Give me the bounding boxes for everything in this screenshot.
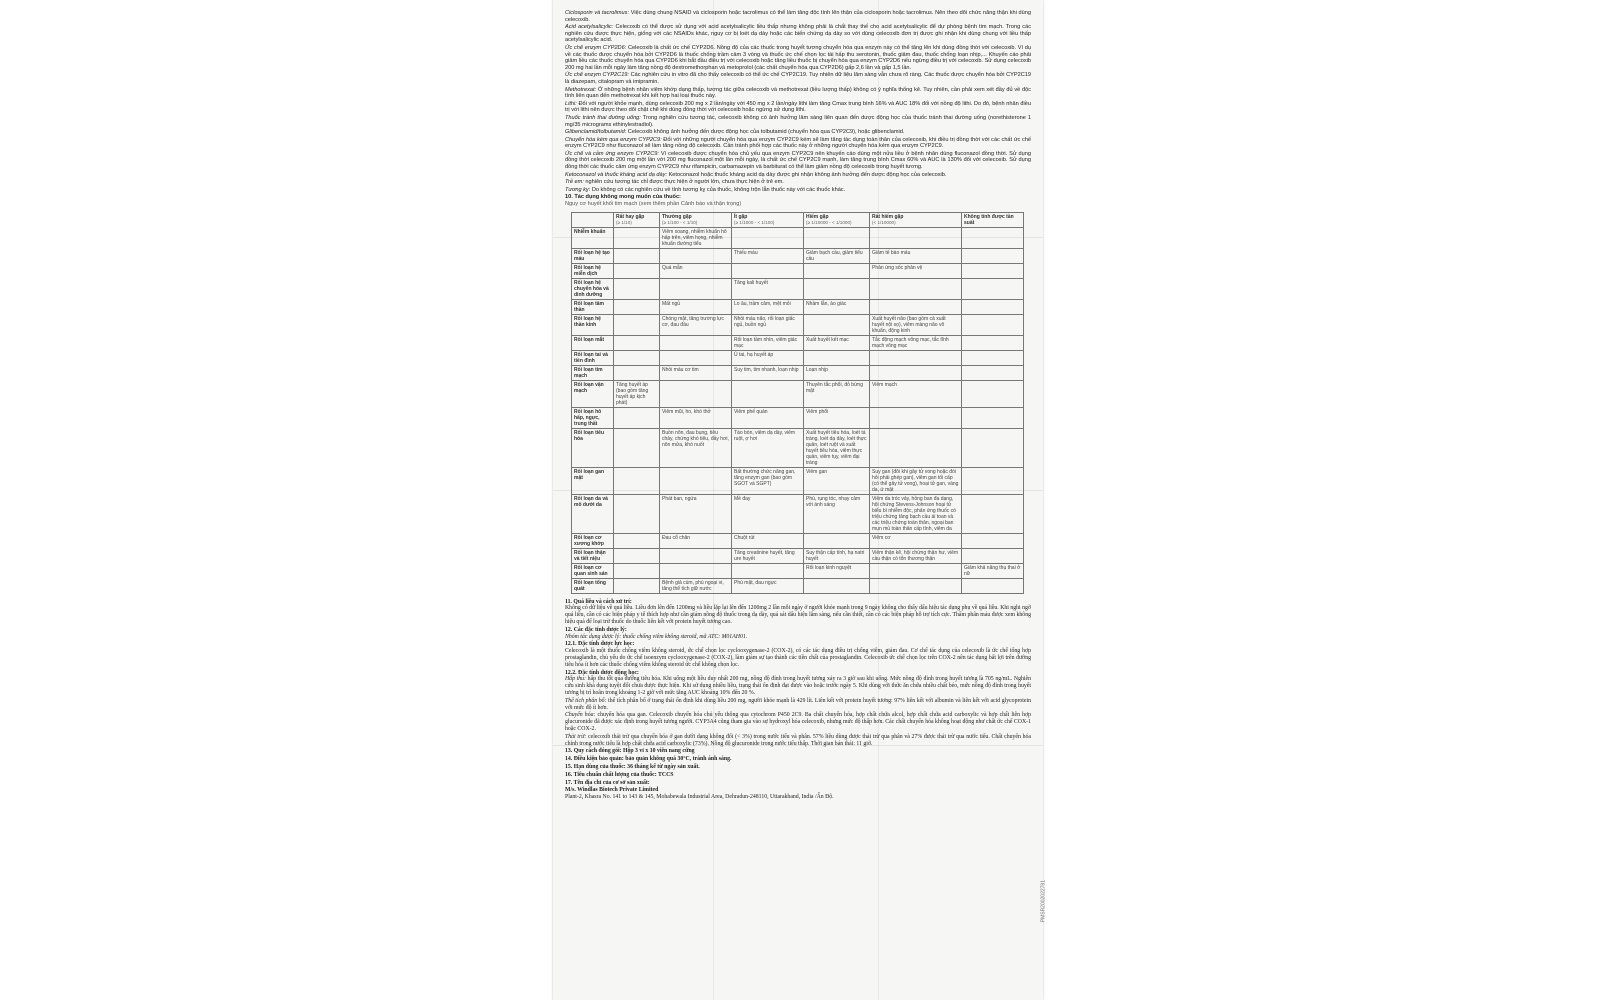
organ-system-cell: Rối loạn tim mạch	[572, 365, 614, 380]
interaction-paragraph-text: Đối với những người chuyển hóa qua enzym CYP2C9 kém sẽ làm tăng tác dụng toàn thân của celecoxib, khi điều trị đồng thời với các chất ức chế enzym CYP2C9 như fluconazol sẽ làm tăng nồng độ celecoxib. Cần tránh phối hợp các thuốc này ở những người chuyển hóa kém qua enzym CYP2C9.	[565, 136, 1031, 150]
table-cell	[804, 578, 870, 593]
pharmacodynamics-title: 12.1. Đặc tính dược lực học:	[565, 641, 635, 648]
table-cell	[660, 467, 732, 494]
interaction-paragraph-lead: Methotrexat:	[565, 86, 597, 93]
interaction-paragraph-text: Celecoxib không ảnh hưởng đến dược động học của tolbutamid (chuyển hóa qua CYP2C9), hoặc glibenclamid.	[626, 129, 905, 136]
adverse-effects-table	[571, 212, 1024, 594]
organ-system-cell: Rối loạn hô hấp, ngực, trung thất	[572, 407, 614, 428]
interaction-paragraph-lead: Ức chế enzym CYP2D6:	[565, 44, 627, 51]
table-cell	[962, 278, 1024, 299]
table-cell	[614, 428, 660, 467]
interaction-paragraph	[565, 187, 1031, 194]
organ-system-cell: Rối loạn tai và tiền đình	[572, 350, 614, 365]
interaction-paragraph-lead: Ức chế và cảm ứng enzym CYP2C9:	[565, 150, 659, 157]
interaction-paragraph	[565, 115, 1031, 128]
table-cell: Buồn nôn, đau bụng, tiêu chảy, chứng khó tiêu, đầy hơi, nôn mửa, khó nuốt	[660, 428, 732, 467]
pk-paragraph-lead: Thể tích phân bố:	[565, 697, 607, 704]
interaction-paragraph-text: Đối với người khỏe mạnh, dùng celecoxib 200 mg x 2 lần/ngày với 450 mg x 2 lần/ngày lithi làm tăng Cmax trung bình 16% và AUC 18% đối với nồng độ lithi. Do đó, bệnh nhân điều trị với lithi nên được theo dõi chặt chẽ khi dùng đồng thời với celecoxib hoặc ngừng sử dụng lithi.	[565, 100, 1031, 114]
table-cell	[732, 380, 804, 407]
table-cell	[962, 263, 1024, 278]
organ-system-cell: Rối loạn mắt	[572, 335, 614, 350]
table-cell: Phù, rụng tóc, nhạy cảm với ánh sáng	[804, 494, 870, 533]
organ-system-cell: Rối loạn vận mạch	[572, 380, 614, 407]
table-header-row	[572, 212, 1024, 227]
table-cell: Táo bón, viêm dạ dày, viêm ruột, ợ hơi	[732, 428, 804, 467]
section-16: 16. Tiêu chuẩn chất lượng của thuốc: TCCS	[565, 771, 674, 778]
table-cell	[870, 278, 962, 299]
header-frequency: (≥ 1/10)	[616, 219, 632, 225]
table-cell	[962, 548, 1024, 563]
table-cell	[614, 278, 660, 299]
table-cell: Thiếu máu	[732, 248, 804, 263]
table-cell: Rối loạn kinh nguyệt	[804, 563, 870, 578]
table-cell: Nhồi máu não, rối loạn giấc ngủ, buồn ngủ	[732, 314, 804, 335]
table-cell: Quá mẫn	[660, 263, 732, 278]
interaction-paragraph-text: Celecoxib có thể được sử dụng với acid acetylsalicylic liều thấp nhưng không phải là chất thay thế cho acid acetylsalicylic để dự phòng bệnh tim mạch. Trong các nghiên cứu được thực hiện, giống với các NSAIDs khác, nguy cơ bị loét dạ dày hoặc các biến chứng dạ dày so với dùng celecoxib đơn trị được ghi nhận khi dùng chung với liều thấp acetylsalicylic acid.	[565, 24, 1031, 44]
pharmacokinetics-items	[565, 676, 1031, 747]
section-10-subtitle: Nguy cơ huyết khối tim mạch (xem thêm phần Cảnh báo và thận trọng)	[565, 201, 742, 208]
section-15: 15. Hạn dùng của thuốc: 36 tháng kể từ ngày sản xuất.	[565, 763, 700, 770]
table-cell: Xuất huyết tiêu hóa, loét tá tràng, loét dạ dày, loét thực quản, loét ruột và xuất huyết tiêu hóa, viêm thực quản, viêm tụy, viêm đại tràng	[804, 428, 870, 467]
header-label: Rất hiếm gặp	[872, 213, 904, 220]
interaction-paragraph-lead: Glibenclamid/tolbutamid:	[565, 129, 627, 136]
pk-paragraph-lead: Hấp thu:	[565, 676, 586, 683]
interaction-paragraph	[565, 151, 1031, 171]
table-cell	[614, 248, 660, 263]
table-cell	[804, 278, 870, 299]
table-cell	[732, 227, 804, 248]
table-row	[572, 380, 1024, 407]
organ-system-cell: Rối loạn hệ chuyển hóa và dinh dưỡng	[572, 278, 614, 299]
organ-system-cell: Rối loạn tiêu hóa	[572, 428, 614, 467]
table-cell	[660, 335, 732, 350]
table-cell	[870, 428, 962, 467]
table-cell	[870, 227, 962, 248]
table-cell: Phát ban, ngứa	[660, 494, 732, 533]
table-row	[572, 533, 1024, 548]
table-cell	[614, 467, 660, 494]
table-row	[572, 314, 1024, 335]
manufacturer-address: Plant-2, Khasra No. 141 to 143 & 145, Mohabewala Industrial Area, Dehradun-248110, Uttarakhand, India /Ấn Độ.	[565, 794, 834, 801]
table-row	[572, 428, 1024, 467]
organ-system-cell: Rối loạn tổng quát	[572, 578, 614, 593]
table-cell: Đau cổ chân	[660, 533, 732, 548]
leaflet-scan	[553, 0, 1046, 1000]
table-cell: Viêm phổi	[804, 407, 870, 428]
pk-paragraph-lead: Thải trừ:	[565, 733, 587, 740]
table-row	[572, 548, 1024, 563]
table-cell: Bất thường chức năng gan, tăng enzym gan (bao gồm SGOT và SGPT)	[732, 467, 804, 494]
section-17-title: 17. Tên địa chỉ của cơ sở sản xuất:	[565, 779, 650, 786]
table-row	[572, 563, 1024, 578]
table-row	[572, 248, 1024, 263]
table-cell	[614, 533, 660, 548]
pk-paragraph-text: hấp thu tốt qua đường tiêu hóa. Khi uống một liều duy nhất 200 mg, nồng độ đỉnh trong huyết tương xảy ra 3 giờ sau khi uống. Mức nồng độ đỉnh trong huyết tương là 705 ng/mL. Nghiên cứu sinh khả dụng tuyệt đối chưa được thực hiện. Khi sử dụng nhiều liều, trạng thái ổn định đạt được vào hoặc trước ngày 5. Khi dùng với thức ăn chứa nhiều chất béo, mức nồng độ đỉnh trong huyết tương bị trì hoãn trong khoảng 1-2 giờ với mức tăng AUC khoảng 10% đến 20 %.	[565, 676, 1031, 696]
table-row	[572, 278, 1024, 299]
manufacturer-name: M/s. Windlas Biotech Private Limited	[565, 787, 659, 794]
table-cell	[962, 227, 1024, 248]
interaction-paragraph	[565, 129, 1031, 136]
table-header-cell	[614, 212, 660, 227]
organ-system-cell: Rối loạn cơ xương khớp	[572, 533, 614, 548]
organ-system-cell: Rối loạn thận và tiết niệu	[572, 548, 614, 563]
table-cell	[962, 350, 1024, 365]
table-cell: Suy thận cấp tính, hạ natri huyết	[804, 548, 870, 563]
interaction-paragraph-text: nghiên cứu tương tác chỉ được thực hiện ở người lớn, chưa thực hiện ở trẻ em.	[583, 179, 784, 186]
table-cell	[732, 563, 804, 578]
table-cell	[962, 365, 1024, 380]
table-cell	[614, 350, 660, 365]
table-cell	[962, 248, 1024, 263]
side-code: PMSR2002022791	[1040, 880, 1046, 923]
table-cell	[614, 578, 660, 593]
table-cell	[614, 563, 660, 578]
table-cell	[870, 563, 962, 578]
interaction-paragraph	[565, 10, 1031, 23]
table-header-cell	[660, 212, 732, 227]
table-row	[572, 494, 1024, 533]
interaction-paragraph-lead: Chuyển hóa kém qua enzym CYP2C9:	[565, 136, 662, 143]
interaction-paragraph-lead: Lithi:	[565, 100, 577, 107]
table-cell: Bệnh giả cúm, phù ngoại vi, tăng thể tích giữ nước	[660, 578, 732, 593]
organ-system-cell: Rối loạn gan mật	[572, 467, 614, 494]
table-cell	[660, 350, 732, 365]
header-frequency: (< 1/10000)	[872, 219, 896, 225]
section-13: 13. Quy cách đóng gói: Hộp 3 vỉ x 10 viên nang cứng	[565, 748, 695, 755]
table-cell: Mất ngủ	[660, 299, 732, 314]
table-cell	[804, 314, 870, 335]
pk-paragraph	[565, 676, 1031, 696]
pharmacokinetics-title: 12.2. Đặc tính dược động học:	[565, 669, 639, 676]
interaction-paragraph	[565, 72, 1031, 85]
section-10-title: 10. Tác dụng không mong muốn của thuốc:	[565, 194, 681, 201]
table-cell	[614, 299, 660, 314]
table-cell	[660, 248, 732, 263]
organ-system-cell: Rối loạn hệ thần kinh	[572, 314, 614, 335]
table-cell	[962, 467, 1024, 494]
interaction-paragraph-lead: Thuốc tránh thai đường uống:	[565, 114, 641, 121]
table-cell	[804, 227, 870, 248]
interaction-paragraph-lead: Ciclosporin và tacrolimus:	[565, 10, 630, 16]
table-row	[572, 407, 1024, 428]
header-label: Rất hay gặp	[616, 213, 645, 220]
table-row	[572, 365, 1024, 380]
table-row	[572, 335, 1024, 350]
interaction-paragraph-text: Vì celecoxib được chuyển hóa chủ yếu qua enzym CYP2C9 nên khuyến cáo dùng một nửa liều ở bệnh nhân dùng fluconazol đồng thời. Sử dụng đồng thời celecoxib 200 mg một lần với 200 mg fluconazol một lần mỗi ngày, là chất ức chế CYP2C9 mạnh, làm tăng trung bình Cmax 60% và AUC là 130% đối với celecoxib. Sử dụng đồng thời các thuốc cảm ứng enzym CYP2C9 như rifampicin, carbamazepin và barbiturat có thể làm giảm nồng độ celecoxib trong huyết tương.	[565, 150, 1031, 171]
pk-paragraph	[565, 698, 1031, 712]
interaction-paragraph-text: Trong nghiên cứu tương tác, celecoxib không có ảnh hưởng lâm sàng liên quan đến dược động học của thuốc tránh thai đường uống (norethisterone 1 mg/35 micrograms ethinylestradiol).	[565, 114, 1031, 128]
table-header-cell	[804, 212, 870, 227]
header-label: Hiếm gặp	[806, 213, 829, 220]
table-cell	[870, 365, 962, 380]
table-row	[572, 350, 1024, 365]
table-cell	[962, 314, 1024, 335]
interaction-paragraph	[565, 87, 1031, 100]
interaction-paragraph	[565, 179, 1031, 186]
header-frequency: (≥ 1/1000 - < 1/100)	[734, 219, 775, 225]
interaction-paragraph-text: Do không có các nghiên cứu về tính tương kỵ của thuốc, không trộn lẫn thuốc này với các thuốc khác.	[590, 186, 846, 193]
table-cell: Nhồi máu cơ tim	[660, 365, 732, 380]
interaction-paragraph-text: Ở những bệnh nhân viêm khớp dạng thấp, tương tác giữa celecoxib và methotrexat (liều lượng thấp) không có ý nghĩa thống kê. Tuy nhiên, cần phải xem xét đầy đủ về độc tính liên quan đến methotrexat khi kết hợp hai loại thuốc này.	[565, 86, 1031, 100]
organ-system-cell: Rối loạn tâm thần	[572, 299, 614, 314]
organ-system-cell: Rối loạn hệ miễn dịch	[572, 263, 614, 278]
table-cell	[870, 299, 962, 314]
header-frequency: (≥ 1/100 - < 1/10)	[662, 219, 698, 225]
section-12-group: Nhóm tác dụng dược lý: thuốc chống viêm không steroid, mã ATC: M01AH01.	[565, 633, 748, 640]
pk-paragraph-lead: Chuyển hóa:	[565, 712, 596, 719]
table-header-cell	[962, 212, 1024, 227]
interaction-paragraph	[565, 137, 1031, 150]
table-cell	[804, 533, 870, 548]
table-cell	[962, 428, 1024, 467]
pk-paragraph	[565, 734, 1031, 748]
table-cell	[614, 335, 660, 350]
table-cell	[614, 407, 660, 428]
table-row	[572, 263, 1024, 278]
table-cell	[962, 494, 1024, 533]
interaction-paragraph-lead: Tương kỵ:	[565, 186, 591, 193]
table-cell	[614, 227, 660, 248]
table-header-cell	[870, 212, 962, 227]
table-cell	[870, 350, 962, 365]
section-12-title: 12. Các đặc tính dược lý:	[565, 626, 627, 633]
table-cell: Giảm khả năng thụ thai ở nữ	[962, 563, 1024, 578]
table-cell: Viêm mũi, ho, khó thở	[660, 407, 732, 428]
table-cell: Tăng creatinine huyết, tăng ure huyết	[732, 548, 804, 563]
interaction-paragraph-lead: Trẻ em:	[565, 179, 584, 186]
table-cell	[962, 407, 1024, 428]
table-cell: Viêm da tróc vảy, hồng ban đa dạng, hội chứng Stevens-Johnson hoại tử biểu bì nhiễm độc, phản ứng thuốc có triệu chứng tăng bạch cầu ái toan và các triệu chứng toàn thân, ngoại ban mụn mủ toàn thân cấp tính, viêm da	[870, 494, 962, 533]
table-cell: Xuất huyết kết mạc	[804, 335, 870, 350]
table-cell: Suy gan (đôi khi gây tử vong hoặc đòi hỏi phải ghép gan), viêm gan tối cấp (có thể gây tử vong), hoại tử gan, vàng da, ứ mật	[870, 467, 962, 494]
table-cell	[962, 578, 1024, 593]
table-cell	[962, 533, 1024, 548]
table-cell: Tăng kali huyết	[732, 278, 804, 299]
table-cell: Tắc động mạch võng mạc, tắc tĩnh mạch võng mạc	[870, 335, 962, 350]
table-header-cell	[572, 212, 614, 227]
header-frequency: (≥ 1/10000 - < 1/1000)	[806, 219, 852, 225]
table-cell: Loạn nhịp	[804, 365, 870, 380]
interaction-paragraph	[565, 101, 1031, 114]
table-cell: Lo âu, trầm cảm, mệt mỏi	[732, 299, 804, 314]
interaction-paragraph	[565, 45, 1031, 71]
table-cell	[614, 494, 660, 533]
table-cell: Ù tai, hạ huyết áp	[732, 350, 804, 365]
table-cell	[660, 548, 732, 563]
interaction-paragraph	[565, 24, 1031, 44]
lower-sections	[565, 599, 1031, 801]
interaction-paragraph-text: Celecoxib là chất ức chế CYP2D6. Nồng độ của các thuốc trong huyết tương chuyển hóa qua enzym này có thể tăng lên khi dùng đồng thời với celecoxib. Ví dụ về các thuốc được chuyển hóa bởi CYP2D6 là thuốc chống trầm cảm 3 vòng và thuốc ức chế chọn lọc tái hấp thu serotonin, thuốc giảm đau, thuốc chống loạn nhịp,... Khuyến cáo phải giảm liều các thuốc chuyển hóa qua CYP2D6 khi bắt đầu điều trị với celecoxib hoặc tăng liều thuốc bị chuyển hóa qua enzym CYP2D6 nếu ngừng điều trị với celecoxib. Sử dụng celecoxib 200 mg hai lần mỗi ngày làm tăng nồng độ dextromethorphan và metoprolol (các chất chuyển hóa qua CYP2D6) gấp 2,6 lần và gấp 1,5 lần.	[565, 44, 1031, 71]
table-row	[572, 578, 1024, 593]
pk-paragraph-text: celecoxib thải trừ qua chuyển hóa ở gan dưới dạng không đổi (< 3%) trong nước tiểu và phân. 57% liều dùng được thải trừ qua phân và 27% được thải trừ qua nước tiểu. Chất chuyển hóa chính trong nước tiểu là hợp chất chứa acid carboxylic (73%). Nồng độ glucuronide trong nước tiểu thấp. Thời gian bán thải: 11 giờ.	[565, 733, 1032, 747]
table-cell: Phù mặt, đau ngực	[732, 578, 804, 593]
section-11-title: 11. Quá liều và cách xử trí:	[565, 598, 632, 605]
table-cell: Viêm gan	[804, 467, 870, 494]
table-cell: Viêm thận kẽ, hội chứng thận hư, viêm cầu thận có tổn thương thận	[870, 548, 962, 563]
interaction-paragraph	[565, 172, 1031, 179]
table-cell	[870, 407, 962, 428]
pk-paragraph-text: thể tích phân bố ở trạng thái ổn định khi dùng liều 200 mg, người khỏe mạnh là 429 lít. Liên kết với protein huyết tương: 97% liên kết với albumin và liên kết với acid glycoprotein với mức độ ít hơn.	[565, 697, 1032, 711]
table-cell	[962, 299, 1024, 314]
pk-paragraph	[565, 712, 1031, 732]
table-cell: Xuất huyết não (bao gồm cả xuất huyết nội sọ), viêm màng não vô khuẩn, động kinh	[870, 314, 962, 335]
table-cell: Thuyên tắc phổi, đỏ bừng mặt	[804, 380, 870, 407]
header-label: Không tính được tần suất	[964, 213, 1014, 226]
table-cell: Nhầm lẫn, ảo giác	[804, 299, 870, 314]
header-label: Thường gặp	[662, 213, 692, 220]
table-cell	[660, 563, 732, 578]
drug-interactions-section	[565, 10, 1031, 193]
interaction-paragraph-text: Các nghiên cứu in vitro đã cho thấy celecoxib có thể ức chế CYP2C19. Tuy nhiên dữ liệu lâm sàng vẫn chưa rõ ràng. Các thuốc được chuyển hóa bởi CYP2C19 là diazepam, citalopram và imipramin.	[565, 72, 1032, 85]
pharmacodynamics-text: Celecoxib là một thuốc chống viêm không steroid, ức chế chọn lọc cyclooxygenase-2 (COX-2), có các tác dụng điều trị chống viêm, giảm đau. Cơ chế tác dụng của celecoxib là ức chế tổng hợp prostaglandin, chủ yếu do ức chế isoenzym cyclooxygenase-2 (COX-2), làm giảm sự tạo thành các tiền chất của prostaglandin. Celecoxib ức chế chọn lọc trên COX-2 nên tác dụng bất lợi trên đường tiêu hóa ít hơn các thuốc chống viêm không steroid ức chế không chọn lọc.	[565, 648, 1031, 668]
interaction-paragraph-lead: Ketoconazol và thuốc kháng acid dạ dày:	[565, 171, 668, 178]
interaction-paragraph-lead: Ức chế enzym CYP2C19:	[565, 72, 629, 79]
pk-paragraph-text: chuyển hóa qua gan. Celecoxib chuyển hóa chủ yếu thông qua cytochrom P450 2C9. Ba chất chuyển hóa, hợp chất chứa alcol, hợp chất chứa acid carboxylic và hợp chất liên hợp glucuronide đã được xác định trong huyết tương người. CYP3A4 cũng tham gia vào sự hydroxyl hóa celecoxib, nhưng mức độ thấp hơn. Các chất chuyển hóa không hoạt động như chất ức chế COX-1 hoặc COX-2.	[565, 712, 1031, 732]
table-cell	[962, 335, 1024, 350]
table-cell: Viêm cơ	[870, 533, 962, 548]
header-label: Ít gặp	[734, 213, 748, 220]
table-cell: Chóng mặt, tăng trương lực cơ, đau đầu	[660, 314, 732, 335]
table-cell	[660, 278, 732, 299]
section-11-text: Không có dữ liệu về quá liều. Liều đơn lên đến 1200mg và liều lặp lại lên đến 1200mg 2 lần mỗi ngày ở người khỏe mạnh trong 9 ngày không cho thấy dấu hiệu tác dụng phụ về quá liều. Khi nghi ngờ quá liều, cần có các biện pháp y tế thích hợp như cần giảm nồng độ thuốc trong dạ dày, quá sát dấu hiệu lâm sàng, nếu cần thiết, cần có các biện pháp hỗ trợ tích cực. Thẩm phân máu được xem không hiệu quả để loại trừ thuốc do thuốc liên kết với protein huyết tương cao.	[565, 605, 1031, 626]
table-cell: Chuột rút	[732, 533, 804, 548]
section-14: 14. Điều kiện bảo quản: bảo quản không quá 30°C, tránh ánh sáng.	[565, 756, 732, 763]
table-cell	[732, 263, 804, 278]
organ-system-cell: Rối loạn hệ tạo máu	[572, 248, 614, 263]
table-cell	[614, 365, 660, 380]
table-cell	[614, 548, 660, 563]
table-cell: Phản ứng sốc phản vệ	[870, 263, 962, 278]
table-cell: Suy tim, tim nhanh, loạn nhịp	[732, 365, 804, 380]
table-cell	[804, 350, 870, 365]
table-cell	[962, 380, 1024, 407]
table-cell: Viêm phế quản	[732, 407, 804, 428]
table-row	[572, 467, 1024, 494]
table-cell: Viêm xoang, nhiễm khuẩn hô hấp trên, viêm họng, nhiễm khuẩn đường tiểu	[660, 227, 732, 248]
table-cell: Tăng huyết áp (bao gồm tăng huyết áp kịch phát)	[614, 380, 660, 407]
table-cell	[870, 578, 962, 593]
table-row	[572, 227, 1024, 248]
table-cell: Viêm mạch	[870, 380, 962, 407]
table-cell: Giảm bạch cầu, giảm tiểu cầu	[804, 248, 870, 263]
table-cell	[614, 314, 660, 335]
table-cell	[804, 263, 870, 278]
interaction-paragraph-text: Ketoconazol hoặc thuốc kháng acid dạ dày được ghi nhận không ảnh hưởng đến dược động học của celecoxib.	[667, 171, 947, 178]
leaflet-page	[565, 10, 1031, 801]
organ-system-cell: Nhiễm khuẩn	[572, 227, 614, 248]
table-cell: Rối loạn tầm nhìn, viêm giác mạc	[732, 335, 804, 350]
interaction-paragraph-lead: Acid acetylsalicylic:	[565, 24, 614, 31]
organ-system-cell: Rối loạn da và mô dưới da	[572, 494, 614, 533]
table-row	[572, 299, 1024, 314]
table-cell	[660, 380, 732, 407]
table-cell	[614, 263, 660, 278]
table-header-cell	[732, 212, 804, 227]
organ-system-cell: Rối loạn cơ quan sinh sản	[572, 563, 614, 578]
table-cell: Giảm tế bào máu	[870, 248, 962, 263]
interaction-paragraph-text: Việc dùng chung NSAID và ciclosporin hoặc tacrolimus có thể làm tăng độc tính lên thận của ciclosporin hoặc tacrolimus. Nên theo dõi chức năng thận khi dùng celecoxib.	[565, 10, 1032, 23]
table-cell: Mề đay	[732, 494, 804, 533]
